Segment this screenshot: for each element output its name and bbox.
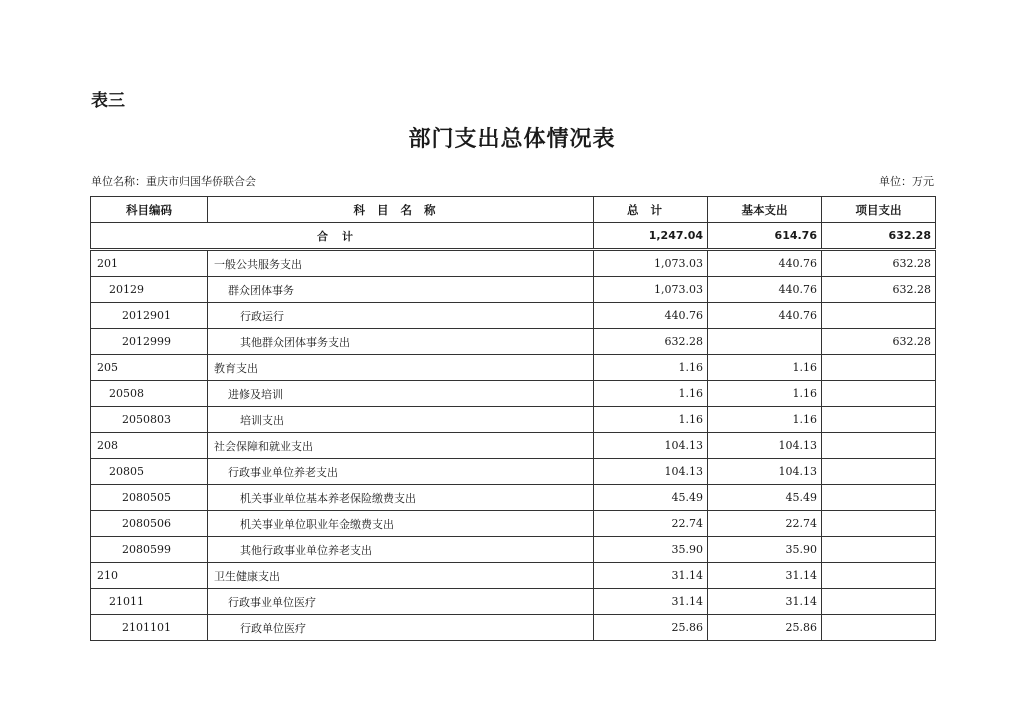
table-row <box>91 381 936 407</box>
row-name: 卫生健康支出 <box>208 563 594 589</box>
row-basic: 1.16 <box>708 355 822 381</box>
row-project <box>822 381 936 407</box>
row-project <box>822 355 936 381</box>
table-row <box>91 511 936 537</box>
row-project: 632.28 <box>822 250 936 277</box>
row-total: 22.74 <box>594 511 708 537</box>
row-name: 一般公共服务支出 <box>208 250 594 277</box>
table-row <box>91 485 936 511</box>
row-name: 群众团体事务 <box>208 277 594 303</box>
table-row <box>91 303 936 329</box>
row-basic: 1.16 <box>708 381 822 407</box>
row-name: 培训支出 <box>208 407 594 433</box>
table-row <box>91 329 936 355</box>
row-code: 2080599 <box>91 537 208 563</box>
table-row <box>91 433 936 459</box>
header-project: 项目支出 <box>822 197 936 223</box>
row-total: 1.16 <box>594 407 708 433</box>
row-code: 208 <box>91 433 208 459</box>
row-project <box>822 407 936 433</box>
row-name: 机关事业单位职业年金缴费支出 <box>208 511 594 537</box>
row-name: 进修及培训 <box>208 381 594 407</box>
row-total: 632.28 <box>594 329 708 355</box>
header-name: 科目名称 <box>208 197 594 223</box>
row-code: 2080505 <box>91 485 208 511</box>
row-total: 31.14 <box>594 589 708 615</box>
row-total: 440.76 <box>594 303 708 329</box>
row-total: 1.16 <box>594 355 708 381</box>
row-total: 104.13 <box>594 459 708 485</box>
row-project <box>822 563 936 589</box>
row-code: 21011 <box>91 589 208 615</box>
row-project <box>822 485 936 511</box>
header-code: 科目编码 <box>91 197 208 223</box>
table-row <box>91 537 936 563</box>
row-name: 行政事业单位养老支出 <box>208 459 594 485</box>
row-basic: 440.76 <box>708 277 822 303</box>
total-project: 632.28 <box>822 223 936 250</box>
row-project <box>822 459 936 485</box>
page-title: 部门支出总体情况表 <box>408 127 616 152</box>
table-row <box>91 407 936 433</box>
row-basic: 31.14 <box>708 563 822 589</box>
row-project <box>822 511 936 537</box>
row-basic: 104.13 <box>708 433 822 459</box>
total-total: 1,247.04 <box>594 223 708 250</box>
row-name: 行政运行 <box>208 303 594 329</box>
table-row <box>91 615 936 641</box>
table-row <box>91 277 936 303</box>
row-code: 2012901 <box>91 303 208 329</box>
row-project: 632.28 <box>822 277 936 303</box>
row-basic: 440.76 <box>708 250 822 277</box>
table-row <box>91 355 936 381</box>
row-total: 1,073.03 <box>594 277 708 303</box>
total-row <box>91 223 936 250</box>
row-basic <box>708 329 822 355</box>
row-basic: 1.16 <box>708 407 822 433</box>
row-basic: 45.49 <box>708 485 822 511</box>
header-total: 总计 <box>594 197 708 223</box>
total-label: 合计 <box>91 223 594 250</box>
total-basic: 614.76 <box>708 223 822 250</box>
row-name: 其他行政事业单位养老支出 <box>208 537 594 563</box>
row-name: 机关事业单位基本养老保险缴费支出 <box>208 485 594 511</box>
row-name: 教育支出 <box>208 355 594 381</box>
row-project <box>822 303 936 329</box>
row-project: 632.28 <box>822 329 936 355</box>
row-code: 2101101 <box>91 615 208 641</box>
row-total: 1.16 <box>594 381 708 407</box>
row-total: 104.13 <box>594 433 708 459</box>
row-name: 行政事业单位医疗 <box>208 589 594 615</box>
row-total: 35.90 <box>594 537 708 563</box>
row-basic: 440.76 <box>708 303 822 329</box>
row-total: 45.49 <box>594 485 708 511</box>
row-project <box>822 537 936 563</box>
row-project <box>822 433 936 459</box>
row-project <box>822 589 936 615</box>
row-code: 2050803 <box>91 407 208 433</box>
row-code: 205 <box>91 355 208 381</box>
table-row <box>91 459 936 485</box>
row-project <box>822 615 936 641</box>
row-basic: 31.14 <box>708 589 822 615</box>
expenditure-table <box>90 196 936 641</box>
row-total: 31.14 <box>594 563 708 589</box>
row-basic: 22.74 <box>708 511 822 537</box>
table-row <box>91 589 936 615</box>
row-total: 1,073.03 <box>594 250 708 277</box>
header-basic: 基本支出 <box>708 197 822 223</box>
unit-name: 单位名称：重庆市归国华侨联合会 <box>91 175 256 188</box>
row-code: 2012999 <box>91 329 208 355</box>
row-code: 20805 <box>91 459 208 485</box>
row-name: 其他群众团体事务支出 <box>208 329 594 355</box>
row-basic: 25.86 <box>708 615 822 641</box>
row-basic: 104.13 <box>708 459 822 485</box>
currency-unit: 单位：万元 <box>879 175 934 188</box>
table-label: 表三 <box>91 91 125 111</box>
row-total: 25.86 <box>594 615 708 641</box>
header-row <box>91 197 936 223</box>
row-name: 行政单位医疗 <box>208 615 594 641</box>
table-row <box>91 563 936 589</box>
row-name: 社会保障和就业支出 <box>208 433 594 459</box>
row-code: 20508 <box>91 381 208 407</box>
row-code: 210 <box>91 563 208 589</box>
table-row <box>91 250 936 277</box>
row-basic: 35.90 <box>708 537 822 563</box>
row-code: 2080506 <box>91 511 208 537</box>
row-code: 20129 <box>91 277 208 303</box>
row-code: 201 <box>91 250 208 277</box>
